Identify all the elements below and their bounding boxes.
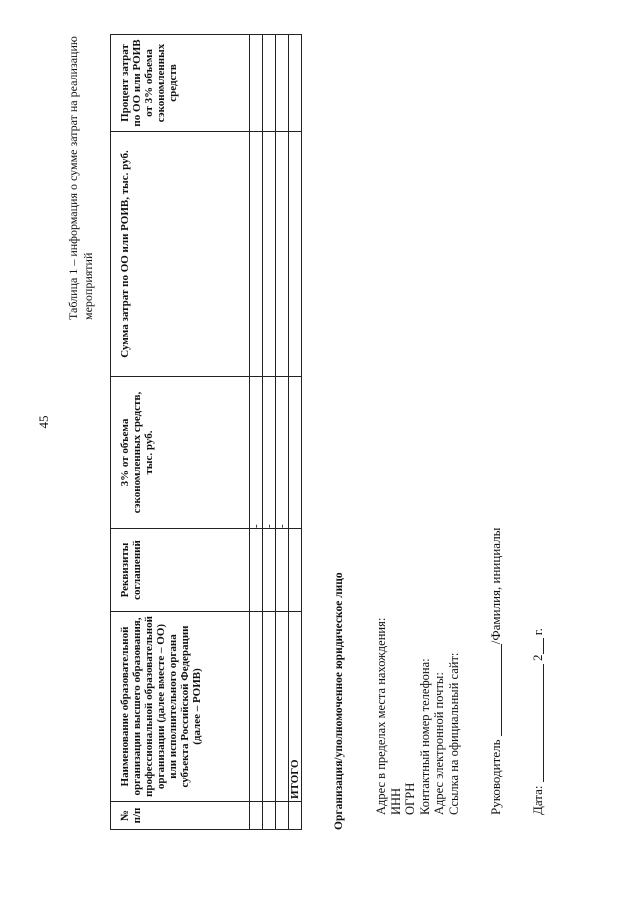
header-cell-cost-sum: Сумма затрат по ОО или РОИВ, тыс. руб. [111,132,250,377]
table-header-row [111,35,250,830]
header-cell-cost-percent: Процент затрат по ОО или РОИВ от 3% объема сэкономленных средств [111,35,250,132]
table-cell [250,802,263,830]
table-cell: - [276,377,289,529]
date-year-prefix: 2 [530,654,545,661]
table-cell [250,612,263,802]
signature-name-hint: Фамилия, инициалы [488,527,503,641]
date-label: Дата: [530,785,545,815]
date-year-suffix: г. [530,628,545,636]
table-cell [250,529,263,612]
table-row [263,35,276,830]
page-number: 45 [36,415,51,429]
cost-table [110,34,302,830]
field-phone: Контактный номер телефона: [417,658,432,815]
header-cell-three-percent: 3% от объема сэкономленных средств, тыс. руб. [111,377,250,529]
signature-label: Руководитель [488,739,503,815]
table-cell [263,802,276,830]
table-cell [263,612,276,802]
table-cell [263,529,276,612]
table-cell [250,132,263,377]
table-cell [276,35,289,132]
field-email: Адрес электронной почты: [432,672,446,815]
signature-line [488,528,504,815]
date-blank [532,664,544,782]
organization-block-title: Организация/уполномоченное юридическое лицо [333,572,345,830]
organization-fields [374,618,461,815]
table-cell [276,802,289,830]
table-caption: Таблица 1 – информация о сумме затрат на реализацию мероприятий [66,36,95,320]
table-cell: - [250,377,263,529]
header-cell-number: № п/п [111,802,250,830]
field-inn: ИНН [388,787,403,815]
field-ogrn: ОГРН [403,782,417,815]
field-address: Адрес в пределах места нахождения: [374,617,388,815]
table-row [250,35,263,830]
date-line [530,628,546,815]
table-cell [263,35,276,132]
total-label: ИТОГО [289,612,302,802]
table-cell [250,35,263,132]
table-total-row [289,35,302,830]
table-cell [276,132,289,377]
year-blank [532,638,544,654]
signature-blank [490,644,502,736]
table-cell [276,529,289,612]
signature-separator: / [488,640,503,645]
table-cell [263,132,276,377]
table-cell: - [263,377,276,529]
header-cell-organization: Наименование образовательной организации высшего образования, профессиональной образовательной организации (далее вместе – ОО) или исполнительного органа субъекта Российской Федерации (далее – РОИВ) [111,612,250,802]
table-cell [276,612,289,802]
table-row [276,35,289,830]
field-website: Ссылка на официальный сайт: [446,652,461,815]
header-cell-agreement: Реквизиты соглашений [111,529,250,612]
